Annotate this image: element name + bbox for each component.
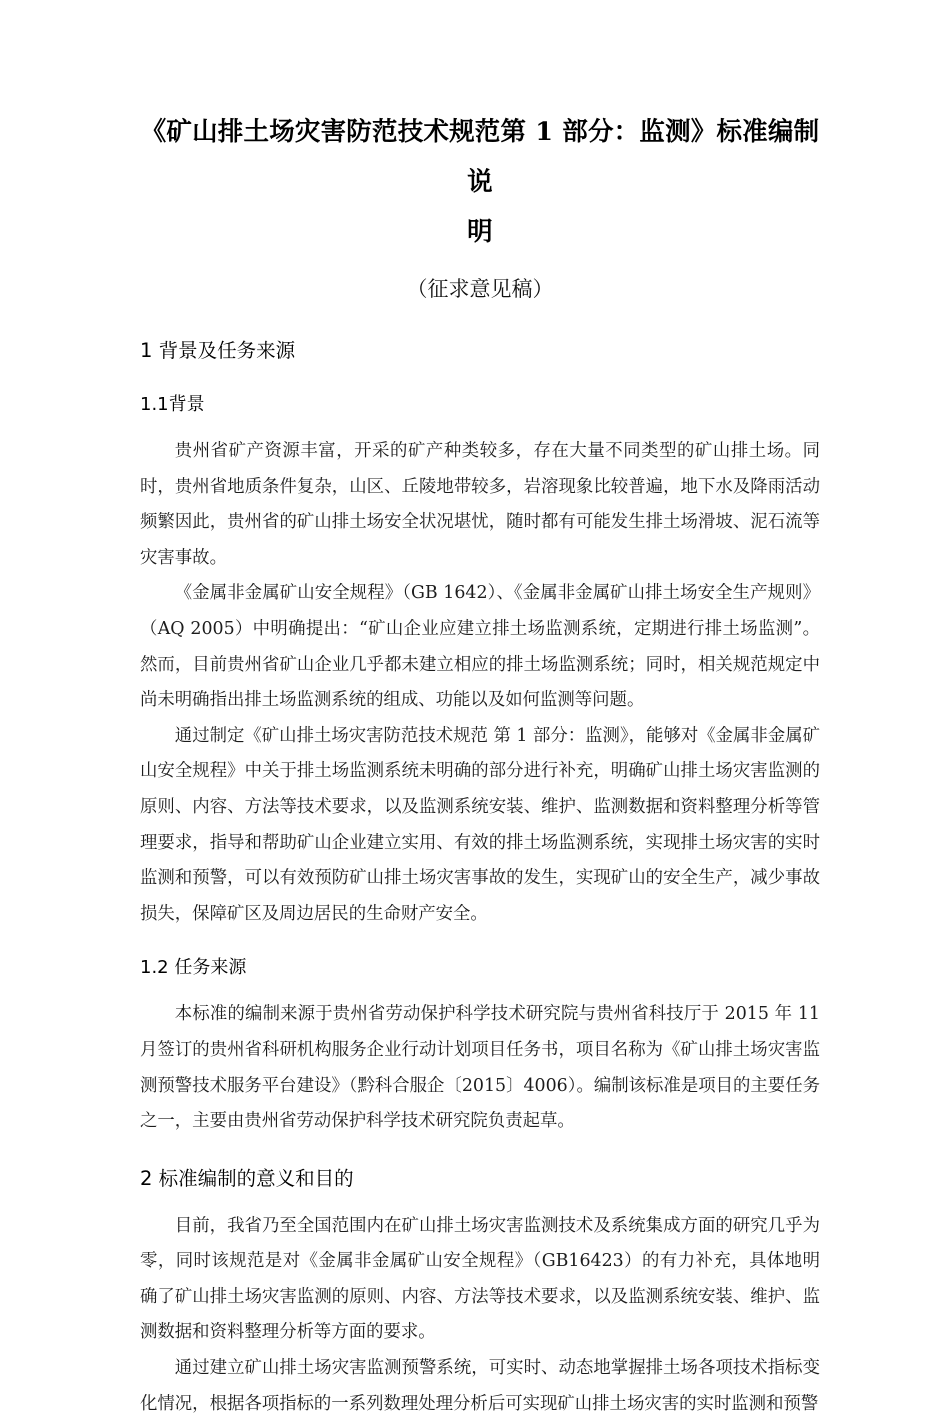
paragraph: 通过制定《矿山排土场灾害防范技术规范 第 1 部分：监测》，能够对《金属非金属矿山安全规程》中关于排土场监测系统未明确的部分进行补充，明确矿山排土场灾害监测的原则、内容、方法等技术要求，以及监测系统安装、维护、监测数据和资料整理分析等管理要求，指导和帮助矿山企业建立实用、有效的排土场监测系统，实现排土场灾害的实时监测和预警，可以有效预防矿山排土场灾害事故的发生，实现矿山的安全生产，减少事故损失，保障矿区及周边居民的生命财产安全。 (140, 725, 820, 924)
subsection-task-source (140, 955, 820, 1139)
document-subtitle: （征求意见稿） (406, 277, 554, 301)
page-title-line-2: 明 (467, 217, 493, 247)
paragraph: 本标准的编制来源于贵州省劳动保护科学技术研究院与贵州省科技厅于 2015 年 11 月签订的贵州省科研机构服务企业行动计划项目任务书，项目名称为《矿山排土场灾害监测预警技术服务平台建设》（黔科合服企〔2015〕4006）。编制该标准是项目的主要任务之一，主要由贵州省劳动保护科学技术研究院负责起草。 (140, 1004, 820, 1132)
heading-section-1-2: 1.2 任务来源 (140, 957, 247, 979)
page-title-line-1: 《矿山排土场灾害防范技术规范第 1 部分：监测》标准编制说 (140, 117, 820, 197)
page-content (140, 0, 820, 1422)
heading-section-2: 2 标准编制的意义和目的 (140, 1166, 354, 1190)
section-background-and-task-source (140, 338, 820, 364)
heading-section-1: 1 背景及任务来源 (140, 339, 296, 362)
paragraph: 《金属非金属矿山安全规程》（GB 1642）、《金属非金属矿山排土场安全生产规则》（AQ 2005）中明确提出：“矿山企业应建立排土场监测系统，定期进行排土场监测”。然而，目前贵州省矿山企业几乎都未建立相应的排土场监测系统；同时，相关规范规定中尚未明确指出排土场监测系统的组成、功能以及如何监测等问题。 (140, 583, 820, 711)
heading-section-1-1: 1.1背景 (140, 394, 205, 415)
paragraph: 通过建立矿山排土场灾害监测预警系统，可实时、动态地掌握排土场各项技术指标变化情况，根据各项指标的一系列数理处理分析后可实现矿山排土场灾害的实时监测和预警 (140, 1358, 820, 1414)
paragraph: 贵州省矿产资源丰富，开采的矿产种类较多，存在大量不同类型的矿山排土场。同时，贵州省地质条件复杂，山区、丘陵地带较多，岩溶现象比较普遍，地下水及降雨活动频繁因此，贵州省的矿山排土场安全状况堪忧，随时都有可能发生排土场滑坡、泥石流等灾害事故。 (140, 441, 820, 568)
page-title (140, 0, 820, 257)
subsection-background (140, 392, 820, 932)
section-significance-and-purpose (140, 1166, 820, 1422)
paragraph: 目前，我省乃至全国范围内在矿山排土场灾害监测技术及系统集成方面的研究几乎为零，同时该规范是对《金属非金属矿山安全规程》（GB16423）的有力补充，具体地明确了矿山排土场灾害监测的原则、内容、方法等技术要求，以及监测系统安装、维护、监测数据和资料整理分析等方面的要求。 (140, 1215, 820, 1343)
